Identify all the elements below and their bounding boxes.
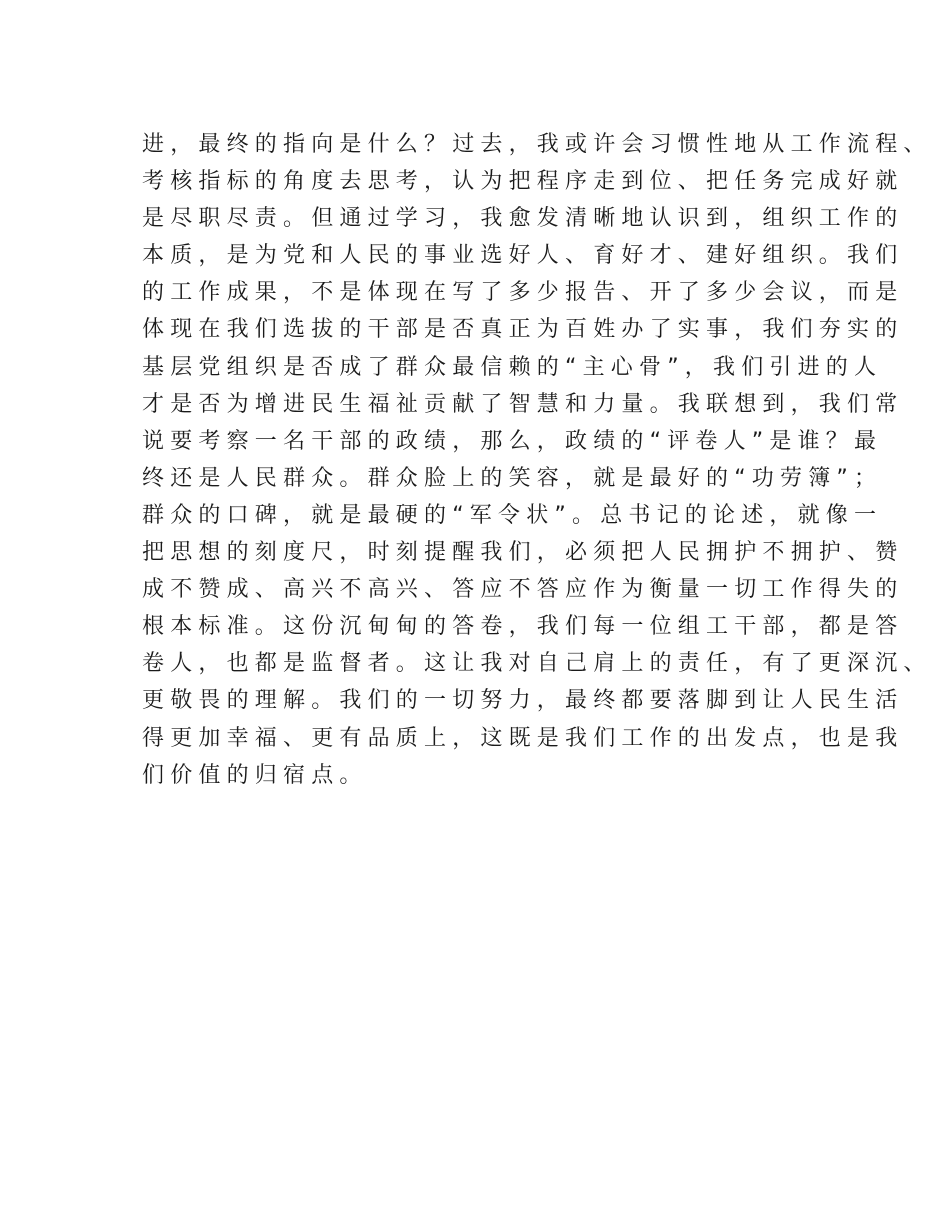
text-line: 们价值的归宿点。 [142,762,368,788]
text-line: 才是否为增进民生福祉贡献了智慧和力量。我联想到，我们常 [142,391,904,417]
text-line: 更敬畏的理解。我们的一切努力，最终都要落脚到让人民生活 [142,688,904,714]
text-line: 说要考察一名干部的政绩，那么，政绩的“评卷人”是谁？最 [142,428,883,454]
text-line: 基层党组织是否成了群众最信赖的“主心骨”，我们引进的人 [142,354,883,380]
document-page [142,126,932,794]
text-line: 是尽职尽责。但通过学习，我愈发清晰地认识到，组织工作的 [142,206,904,232]
text-line: 成不赞成、高兴不高兴、答应不答应作为衡量一切工作得失的 [142,577,904,603]
text-line: 进，最终的指向是什么？过去，我或许会习惯性地从工作流程、 [142,132,932,157]
text-line: 考核指标的角度去思考，认为把程序走到位、把任务完成好就 [142,169,904,195]
text-line: 的工作成果，不是体现在写了多少报告、开了多少会议，而是 [142,280,904,306]
text-line: 群众的口碑，就是最硬的“军令状”。总书记的论述，就像一 [142,502,883,528]
text-line: 得更加幸福、更有品质上，这既是我们工作的出发点，也是我 [142,725,904,751]
text-line: 终还是人民群众。群众脸上的笑容，就是最好的“功劳簿”； [142,465,883,491]
text-line: 卷人，也都是监督者。这让我对自己肩上的责任，有了更深沉、 [142,651,932,677]
text-line: 把思想的刻度尺，时刻提醒我们，必须把人民拥护不拥护、赞 [142,540,904,566]
body-paragraph [142,126,932,794]
text-line: 根本标准。这份沉甸甸的答卷，我们每一位组工干部，都是答 [142,614,904,640]
text-line: 本质，是为党和人民的事业选好人、育好才、建好组织。我们 [142,243,904,269]
text-line: 体现在我们选拔的干部是否真正为百姓办了实事，我们夯实的 [142,317,904,343]
